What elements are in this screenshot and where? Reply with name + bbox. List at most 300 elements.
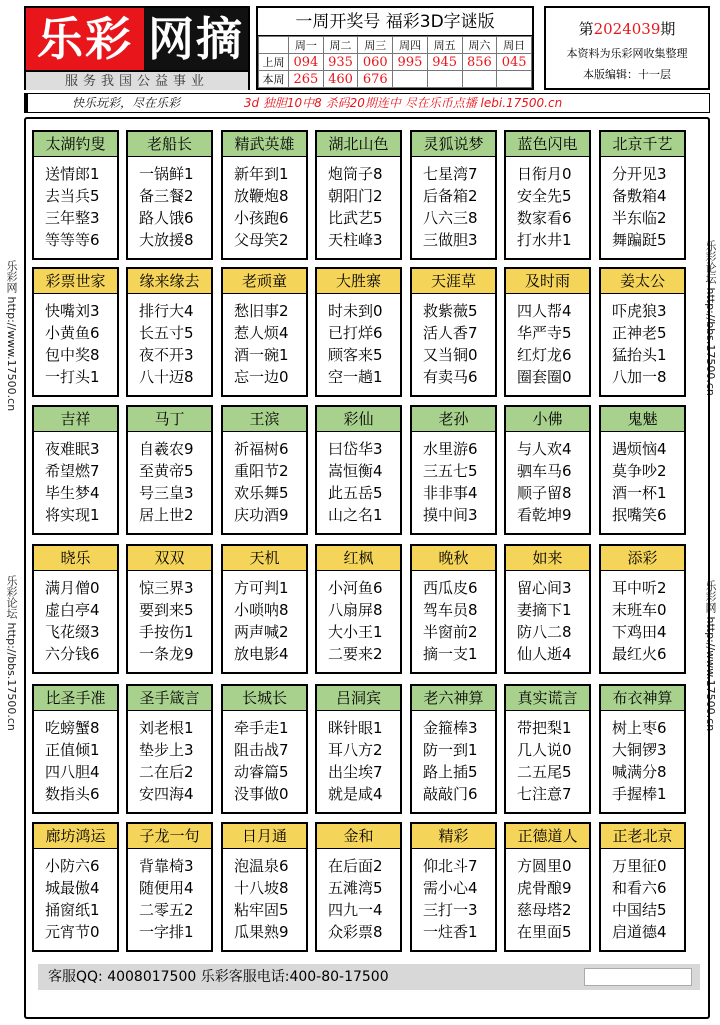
riddle-line: 空一趟1	[328, 368, 383, 386]
riddle-line: 半东临2	[612, 209, 667, 227]
panel-title: 老顽童	[223, 269, 306, 294]
riddle-line: 嵩恒衡4	[328, 462, 383, 480]
riddle-line: 粘牢固5	[234, 901, 289, 919]
riddle-line: 八六三8	[423, 209, 478, 227]
riddle-line: 顺子留8	[517, 484, 572, 502]
riddle-line: 毕生梦4	[45, 484, 100, 502]
riddle-line: 快嘴刘3	[45, 302, 100, 320]
riddle-panel	[315, 405, 402, 535]
panel-title: 小佛	[506, 407, 589, 432]
riddle-line: 垫步上3	[139, 741, 194, 759]
riddle-line: 顾客来5	[328, 346, 383, 364]
riddle-line: 数家看6	[517, 209, 572, 227]
panel-title: 缘来缘去	[128, 269, 211, 294]
draw-value: 945	[427, 54, 462, 71]
panel-title: 鬼魅	[601, 407, 684, 432]
riddle-line: 日衔月0	[517, 165, 572, 183]
riddle-line: 虎骨酿9	[517, 879, 572, 897]
panel-list	[506, 571, 589, 665]
riddle-line: 两声喊2	[234, 623, 289, 641]
riddle-line: 三年整3	[45, 209, 100, 227]
riddle-line: 天柱峰3	[328, 231, 383, 249]
riddle-line: 要到来5	[139, 601, 194, 619]
weekday-cell: 周日	[497, 37, 532, 54]
draw-value: 935	[323, 54, 358, 71]
riddle-panel	[504, 267, 591, 397]
riddle-line: 分开见3	[612, 165, 667, 183]
weekday-cell: 周五	[427, 37, 462, 54]
riddle-line: 带把梨1	[517, 719, 572, 737]
panel-title: 老六神算	[412, 686, 495, 711]
panel-list	[34, 432, 117, 526]
riddle-line: 放鞭炮8	[234, 187, 289, 205]
riddle-line: 夜不开3	[139, 346, 194, 364]
panel-list	[412, 432, 495, 526]
riddle-panel	[410, 684, 497, 814]
riddle-line: 曰岱华3	[328, 440, 383, 458]
riddle-panel	[599, 130, 686, 260]
panel-title: 吉祥	[34, 407, 117, 432]
riddle-line: 酒一杯1	[612, 484, 667, 502]
riddle-line: 方可判1	[234, 579, 289, 597]
riddle-line: 正值倾1	[45, 741, 100, 759]
riddle-line: 启道德4	[612, 923, 667, 941]
riddle-line: 排行大4	[139, 302, 194, 320]
riddle-panel	[32, 405, 119, 535]
riddle-line: 一字排1	[139, 923, 194, 941]
draw-results	[256, 6, 534, 90]
panel-list	[34, 294, 117, 388]
ticker-slogan: 快乐玩彩，尽在乐彩	[72, 96, 181, 110]
riddle-line: 至黄帝5	[139, 462, 194, 480]
riddle-line: 愁旧事2	[234, 302, 289, 320]
panel-list	[601, 711, 684, 805]
riddle-panel	[221, 267, 308, 397]
riddle-line: 十八坡8	[234, 879, 289, 897]
panel-list	[128, 571, 211, 665]
riddle-line: 数指头6	[45, 785, 100, 803]
riddle-line: 祈福树6	[234, 440, 289, 458]
panel-title: 马丁	[128, 407, 211, 432]
riddle-line: 万里征0	[612, 857, 667, 875]
riddle-line: 在后面2	[328, 857, 383, 875]
riddle-line: 小唢呐8	[234, 601, 289, 619]
riddle-line: 三打一3	[423, 901, 478, 919]
panel-list	[412, 849, 495, 943]
riddle-line: 八十迈8	[139, 368, 194, 386]
panel-list	[317, 432, 400, 526]
panel-title: 廊坊鸿运	[34, 824, 117, 849]
riddle-line: 大铜锣3	[612, 741, 667, 759]
panel-list	[601, 432, 684, 526]
riddle-line: 二要来2	[328, 645, 383, 663]
riddle-line: 摘一支1	[423, 645, 478, 663]
riddle-panel	[32, 684, 119, 814]
panel-title: 太湖钓叟	[34, 132, 117, 157]
riddle-line: 捅窗纸1	[45, 901, 100, 919]
logo-title	[26, 8, 248, 70]
riddle-line: 随便用4	[139, 879, 194, 897]
draw-value: 676	[358, 71, 393, 88]
issue-suffix: 期	[660, 20, 676, 38]
riddle-line: 山之名1	[328, 506, 383, 524]
panel-title: 蓝色闪电	[506, 132, 589, 157]
logo-text-black: 网摘	[144, 8, 248, 70]
panel-title: 大胜寨	[317, 269, 400, 294]
riddle-line: 大放援8	[139, 231, 194, 249]
panel-list	[317, 711, 400, 805]
riddle-line: 重阳节2	[234, 462, 289, 480]
riddle-line: 红灯龙6	[517, 346, 572, 364]
riddle-line: 留心间3	[517, 579, 572, 597]
riddle-panel	[410, 544, 497, 674]
riddle-line: 七注意7	[517, 785, 572, 803]
draw-value	[393, 71, 428, 88]
riddle-line: 已打烊6	[328, 324, 383, 342]
riddle-line: 四八胆4	[45, 763, 100, 781]
panel-title: 长城长	[223, 686, 306, 711]
panel-title: 正老北京	[601, 824, 684, 849]
riddle-panel	[32, 544, 119, 674]
riddle-line: 一条龙9	[139, 645, 194, 663]
issue-number: 2024039	[593, 20, 661, 38]
riddle-line: 小防六6	[45, 857, 100, 875]
riddle-panel	[221, 544, 308, 674]
riddle-line: 牵手走1	[234, 719, 289, 737]
riddle-line: 驾车员8	[423, 601, 478, 619]
riddle-panel	[32, 130, 119, 260]
panel-list	[128, 294, 211, 388]
riddle-line: 耳八方2	[328, 741, 383, 759]
panel-title: 晓乐	[34, 546, 117, 571]
logo-text-red: 乐彩	[26, 8, 144, 70]
riddle-line: 长五寸5	[139, 324, 194, 342]
draw-value: 060	[358, 54, 393, 71]
panel-title: 老船长	[128, 132, 211, 157]
riddle-line: 抿嘴笑6	[612, 506, 667, 524]
riddle-line: 水里游6	[423, 440, 478, 458]
header	[24, 6, 710, 90]
riddle-panel	[221, 405, 308, 535]
riddle-line: 眯针眼1	[328, 719, 383, 737]
riddle-line: 阻击战7	[234, 741, 289, 759]
riddle-line: 刘老根1	[139, 719, 194, 737]
draw-value	[427, 71, 462, 88]
issue-prefix: 第	[578, 20, 594, 38]
riddle-panel	[126, 267, 213, 397]
riddle-line: 活人香7	[423, 324, 478, 342]
riddle-panel	[504, 405, 591, 535]
panel-list	[128, 432, 211, 526]
weekday-row	[259, 37, 532, 54]
riddle-line: 大小王1	[328, 623, 383, 641]
riddle-line: 路上插5	[423, 763, 478, 781]
panel-title: 金和	[317, 824, 400, 849]
panel-list	[317, 157, 400, 251]
riddle-line: 欢乐舞5	[234, 484, 289, 502]
panel-title: 及时雨	[506, 269, 589, 294]
riddle-panel	[126, 544, 213, 674]
riddle-line: 路人饿6	[139, 209, 194, 227]
riddle-line: 虚白亭4	[45, 601, 100, 619]
riddle-line: 几人说0	[517, 741, 572, 759]
weekday-cell: 周二	[323, 37, 358, 54]
riddle-line: 三五七5	[423, 462, 478, 480]
panel-title: 如来	[506, 546, 589, 571]
panel-list	[34, 849, 117, 943]
riddle-line: 放电影4	[234, 645, 289, 663]
draw-value: 856	[462, 54, 497, 71]
riddle-line: 众彩票8	[328, 923, 383, 941]
panel-title: 天机	[223, 546, 306, 571]
side-watermark-right[interactable]: 乐彩论坛 http://bbs.17500.cn	[704, 240, 717, 396]
riddle-line: 末班车0	[612, 601, 667, 619]
panel-title: 晚秋	[412, 546, 495, 571]
issue-box	[544, 6, 710, 90]
riddle-line: 非非事4	[423, 484, 478, 502]
riddle-line: 去当兵5	[45, 187, 100, 205]
riddle-line: 希望燃7	[45, 462, 100, 480]
riddle-line: 酒一碗1	[234, 346, 289, 364]
riddle-line: 八加一8	[612, 368, 667, 386]
riddle-line: 莫争吵2	[612, 462, 667, 480]
draw-value	[497, 71, 532, 88]
riddle-line: 没事做0	[234, 785, 289, 803]
panel-title: 精武英雄	[223, 132, 306, 157]
riddle-line: 吓虎狼3	[612, 302, 667, 320]
riddle-line: 庆功酒9	[234, 506, 289, 524]
panel-title: 日月通	[223, 824, 306, 849]
riddle-line: 后备箱2	[423, 187, 478, 205]
riddle-line: 一炷香1	[423, 923, 478, 941]
riddle-line: 最红火6	[612, 645, 667, 663]
riddle-line: 救紫薇5	[423, 302, 478, 320]
riddle-line: 元宵节0	[45, 923, 100, 941]
riddle-line: 居上世2	[139, 506, 194, 524]
riddle-line: 四人帮4	[517, 302, 572, 320]
footer	[38, 964, 700, 990]
panel-list	[223, 571, 306, 665]
riddle-line: 三做胆3	[423, 231, 478, 249]
panel-list	[506, 294, 589, 388]
riddle-line: 二在后2	[139, 763, 194, 781]
riddle-line: 防一到1	[423, 741, 478, 759]
riddle-panel	[410, 822, 497, 952]
riddle-line: 又当铜0	[423, 346, 478, 364]
panel-list	[223, 711, 306, 805]
riddle-line: 比武艺5	[328, 209, 383, 227]
riddle-line: 打水井1	[517, 231, 572, 249]
riddle-line: 小黄鱼6	[45, 324, 100, 342]
riddle-line: 耳中听2	[612, 579, 667, 597]
draw-value: 045	[497, 54, 532, 71]
panel-title: 添彩	[601, 546, 684, 571]
side-watermark-left[interactable]: 乐彩网 http://www.17500.cn	[5, 260, 18, 412]
riddle-line: 下鸡田4	[612, 623, 667, 641]
riddle-line: 妻摘下1	[517, 601, 572, 619]
riddle-line: 圈套圈0	[517, 368, 572, 386]
riddle-line: 四九一4	[328, 901, 383, 919]
riddle-line: 飞花缀3	[45, 623, 100, 641]
footer-contact: 客服QQ: 4008017500 乐彩客服电话:400-80-17500	[48, 969, 389, 985]
panel-list	[412, 294, 495, 388]
panel-list	[506, 157, 589, 251]
footer-blank-box	[584, 968, 692, 986]
riddle-line: 六分钱6	[45, 645, 100, 663]
riddle-panel	[315, 267, 402, 397]
panel-title: 北京千艺	[601, 132, 684, 157]
riddle-panel	[504, 544, 591, 674]
riddle-line: 就是咸4	[328, 785, 383, 803]
riddle-line: 和看六6	[612, 879, 667, 897]
riddle-line: 摸中间3	[423, 506, 478, 524]
riddle-line: 半窗前2	[423, 623, 478, 641]
riddle-panel	[410, 130, 497, 260]
draw-value: 265	[289, 71, 324, 88]
riddle-panel	[221, 130, 308, 260]
riddle-line: 华严寺5	[517, 324, 572, 342]
riddle-line: 中国结5	[612, 901, 667, 919]
riddle-panel	[504, 822, 591, 952]
riddle-line: 五滩湾5	[328, 879, 383, 897]
riddle-line: 安四海4	[139, 785, 194, 803]
panel-list	[128, 711, 211, 805]
panel-title: 吕洞宾	[317, 686, 400, 711]
panel-list	[223, 849, 306, 943]
panel-list	[34, 157, 117, 251]
panel-title: 老孙	[412, 407, 495, 432]
this-week-label: 本周	[259, 71, 289, 88]
panel-list	[506, 432, 589, 526]
panel-list	[601, 849, 684, 943]
panel-list	[601, 294, 684, 388]
riddle-line: 吃螃蟹8	[45, 719, 100, 737]
riddle-panel	[221, 684, 308, 814]
riddle-panel	[599, 544, 686, 674]
riddle-line: 时未到0	[328, 302, 383, 320]
riddle-line: 父母笑2	[234, 231, 289, 249]
riddle-panel	[126, 822, 213, 952]
riddle-line: 仙人逝4	[517, 645, 572, 663]
ticker	[24, 93, 710, 113]
riddle-line: 需小心4	[423, 879, 478, 897]
riddle-line: 将实现1	[45, 506, 100, 524]
riddle-line: 惹人烦4	[234, 324, 289, 342]
riddle-line: 朝阳门2	[328, 187, 383, 205]
riddle-line: 惊三界3	[139, 579, 194, 597]
riddle-line: 此五岳5	[328, 484, 383, 502]
riddle-line: 城最傲4	[45, 879, 100, 897]
riddle-line: 忘一边0	[234, 368, 289, 386]
side-watermark-right[interactable]: 乐彩网 http://www.17500.cn	[704, 580, 717, 732]
weekday-cell: 周三	[358, 37, 393, 54]
riddle-line: 慈母塔2	[517, 901, 572, 919]
riddle-panel	[315, 544, 402, 674]
panel-list	[412, 711, 495, 805]
logo-slogan: 服务我国公益事业	[26, 70, 248, 90]
riddle-line: 遇烦恼4	[612, 440, 667, 458]
riddle-line: 看乾坤9	[517, 506, 572, 524]
panel-title: 红枫	[317, 546, 400, 571]
panel-list	[601, 157, 684, 251]
riddle-line: 与人欢4	[517, 440, 572, 458]
riddle-panel	[504, 684, 591, 814]
riddle-line: 安全先5	[517, 187, 572, 205]
riddle-panel	[599, 267, 686, 397]
riddle-panel	[126, 130, 213, 260]
ticker-promo-link[interactable]: 3d 独胆10中8 杀码20期连中 尽在乐币点播 lebi.17500.cn	[243, 96, 563, 110]
riddle-line: 一锅鲜1	[139, 165, 194, 183]
logo[interactable]	[24, 6, 250, 90]
riddle-line: 敲敲门6	[423, 785, 478, 803]
draw-table	[258, 36, 532, 88]
riddle-line: 炮筒子8	[328, 165, 383, 183]
riddle-line: 自羲农9	[139, 440, 194, 458]
riddle-panel	[32, 267, 119, 397]
riddle-line: 正神老5	[612, 324, 667, 342]
draw-value: 995	[393, 54, 428, 71]
riddle-line: 出尘埃7	[328, 763, 383, 781]
issue-editor: 本版编辑：十一层	[583, 68, 671, 81]
side-watermark-left[interactable]: 乐彩论坛 http://bbs.17500.cn	[5, 575, 18, 731]
riddle-panel	[315, 130, 402, 260]
riddle-line: 备敷箱4	[612, 187, 667, 205]
panel-title: 精彩	[412, 824, 495, 849]
panel-list	[128, 849, 211, 943]
issue-note: 本资料为乐彩网收集整理	[566, 47, 688, 60]
riddle-line: 方圆里0	[517, 857, 572, 875]
panel-title: 天涯草	[412, 269, 495, 294]
panel-list	[223, 432, 306, 526]
riddle-line: 泡温泉6	[234, 857, 289, 875]
riddle-panel	[504, 130, 591, 260]
panel-list	[506, 849, 589, 943]
last-week-row	[259, 54, 532, 71]
draw-value	[462, 71, 497, 88]
draw-title: 一周开奖号 福彩3D字谜版	[258, 8, 532, 36]
riddle-panel	[599, 684, 686, 814]
panel-list	[317, 294, 400, 388]
riddle-line: 仰北斗7	[423, 857, 478, 875]
panel-list	[317, 849, 400, 943]
panel-list	[601, 571, 684, 665]
riddle-line: 背靠椅3	[139, 857, 194, 875]
panel-title: 姜太公	[601, 269, 684, 294]
panel-list	[506, 711, 589, 805]
riddle-line: 手按伤1	[139, 623, 194, 641]
panel-list	[412, 571, 495, 665]
riddle-line: 瓜果熟9	[234, 923, 289, 941]
riddle-panel	[126, 684, 213, 814]
panel-list	[34, 711, 117, 805]
riddle-line: 防八二8	[517, 623, 572, 641]
riddle-line: 小孩跑6	[234, 209, 289, 227]
corner-cell	[259, 37, 289, 54]
riddle-line: 小河鱼6	[328, 579, 383, 597]
weekday-cell: 周四	[393, 37, 428, 54]
draw-value: 094	[289, 54, 324, 71]
panel-title: 彩仙	[317, 407, 400, 432]
riddle-line: 新年到1	[234, 165, 289, 183]
last-week-label: 上周	[259, 54, 289, 71]
panel-list	[317, 571, 400, 665]
this-week-row	[259, 71, 532, 88]
riddle-line: 一打头1	[45, 368, 100, 386]
riddle-line: 夜难眠3	[45, 440, 100, 458]
riddle-line: 猛抬头1	[612, 346, 667, 364]
panel-title: 布衣神算	[601, 686, 684, 711]
panel-title: 子龙一句	[128, 824, 211, 849]
